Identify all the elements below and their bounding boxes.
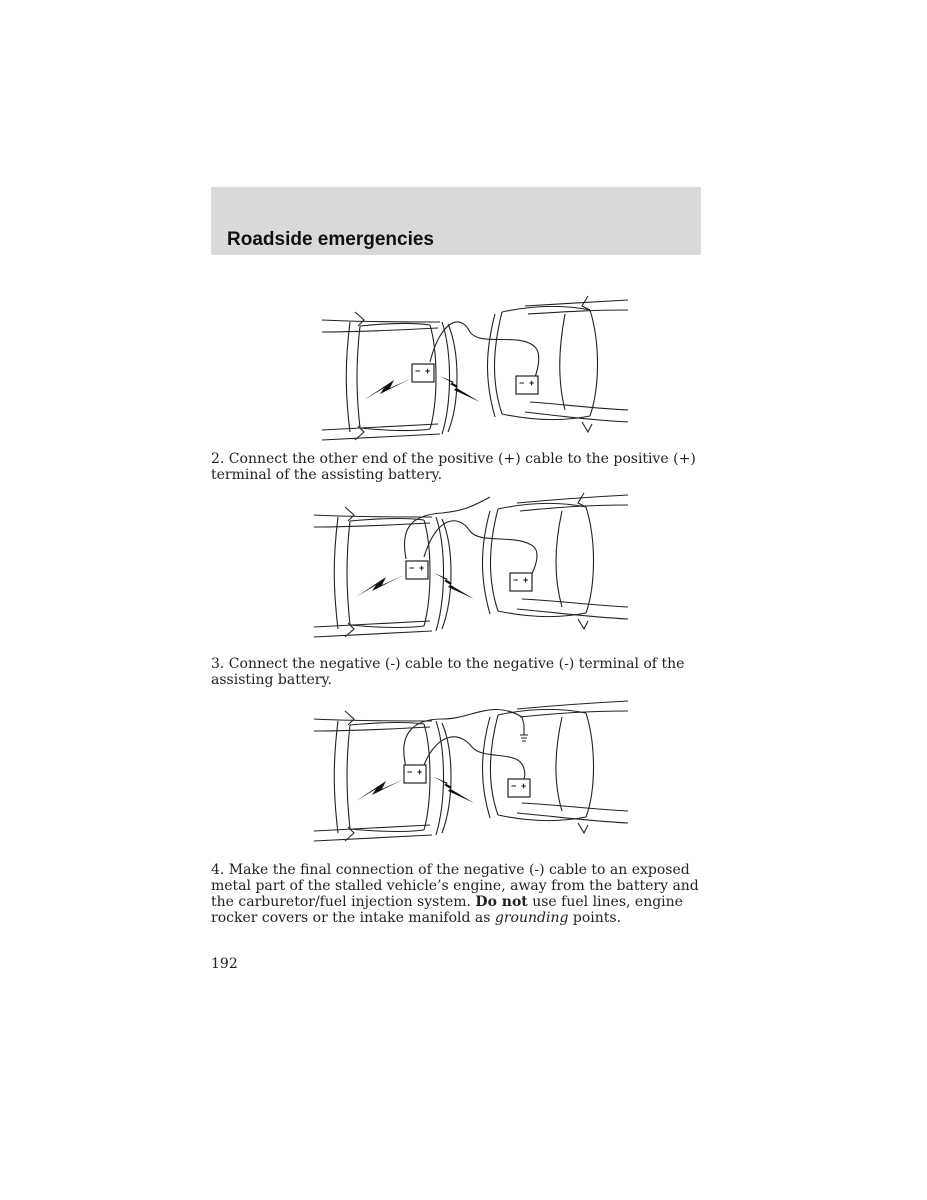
svg-text:−: −: [415, 366, 421, 376]
step-3-text: 3. Connect the negative (-) cable to the negative (-) terminal of the assisting battery.: [211, 656, 685, 688]
assisting-car-outline: [483, 493, 629, 629]
step-2-text: 2. Connect the other end of the positive (+) cable to the positive (+) terminal of the assisting battery.: [211, 451, 696, 483]
svg-text:−: −: [513, 575, 519, 585]
section-title: Roadside emergencies: [227, 229, 434, 250]
jumper-cable-negative: [404, 709, 524, 767]
assisting-car-outline: [488, 296, 629, 432]
step-4-text-part-2: use fuel lines, engine rocker covers or the intake manifold as: [211, 894, 683, 926]
svg-text:−: −: [407, 767, 413, 777]
section-header: [211, 187, 701, 255]
spark-icon-right: [440, 376, 480, 402]
step-4-text-part-1: 4. Make the final connection of the negative (-) cable to an exposed metal part of the stalled vehicle’s engine, away from the battery and the carburetor/fuel injection system.: [211, 862, 699, 910]
assisting-battery-icon: [516, 376, 538, 394]
svg-text:+: +: [417, 767, 423, 777]
ground-point-icon: [520, 725, 528, 741]
assisting-car-outline: [483, 701, 629, 833]
stalled-battery-icon: [412, 364, 434, 382]
svg-text:+: +: [419, 563, 425, 573]
stalled-car-outline: [322, 312, 457, 440]
svg-text:−: −: [519, 378, 525, 388]
assisting-battery-icon: [508, 779, 530, 797]
svg-text:−: −: [511, 781, 517, 791]
jump-start-diagram-2: [312, 487, 630, 643]
step-4-italic-term: grounding: [494, 910, 569, 926]
stalled-battery-icon: [406, 561, 428, 579]
step-4-text-part-3: points.: [568, 910, 622, 926]
step-4-bold-warning: Do not: [475, 894, 528, 910]
step-4-text: [211, 862, 701, 926]
jumper-cable-positive: [424, 737, 525, 783]
jumper-cable-negative: [405, 497, 491, 559]
spark-icon-left: [356, 779, 404, 801]
jumper-cable-positive: [424, 521, 537, 577]
svg-text:+: +: [425, 366, 431, 376]
assisting-battery-icon: [510, 573, 532, 591]
spark-icon-left: [364, 378, 412, 400]
svg-text:+: +: [523, 575, 529, 585]
svg-text:+: +: [529, 378, 535, 388]
spark-icon-right: [434, 777, 474, 803]
svg-text:+: +: [521, 781, 527, 791]
stalled-battery-icon: [404, 765, 426, 783]
jump-start-diagram-1: [320, 292, 630, 444]
jumper-cable-positive: [430, 322, 539, 384]
stalled-car-outline: [314, 507, 451, 637]
spark-icon-right: [434, 573, 474, 599]
jump-start-diagram-3: [312, 695, 630, 847]
page-number: 192: [211, 956, 238, 972]
spark-icon-left: [356, 575, 404, 597]
svg-text:−: −: [409, 563, 415, 573]
stalled-car-outline: [314, 711, 451, 841]
